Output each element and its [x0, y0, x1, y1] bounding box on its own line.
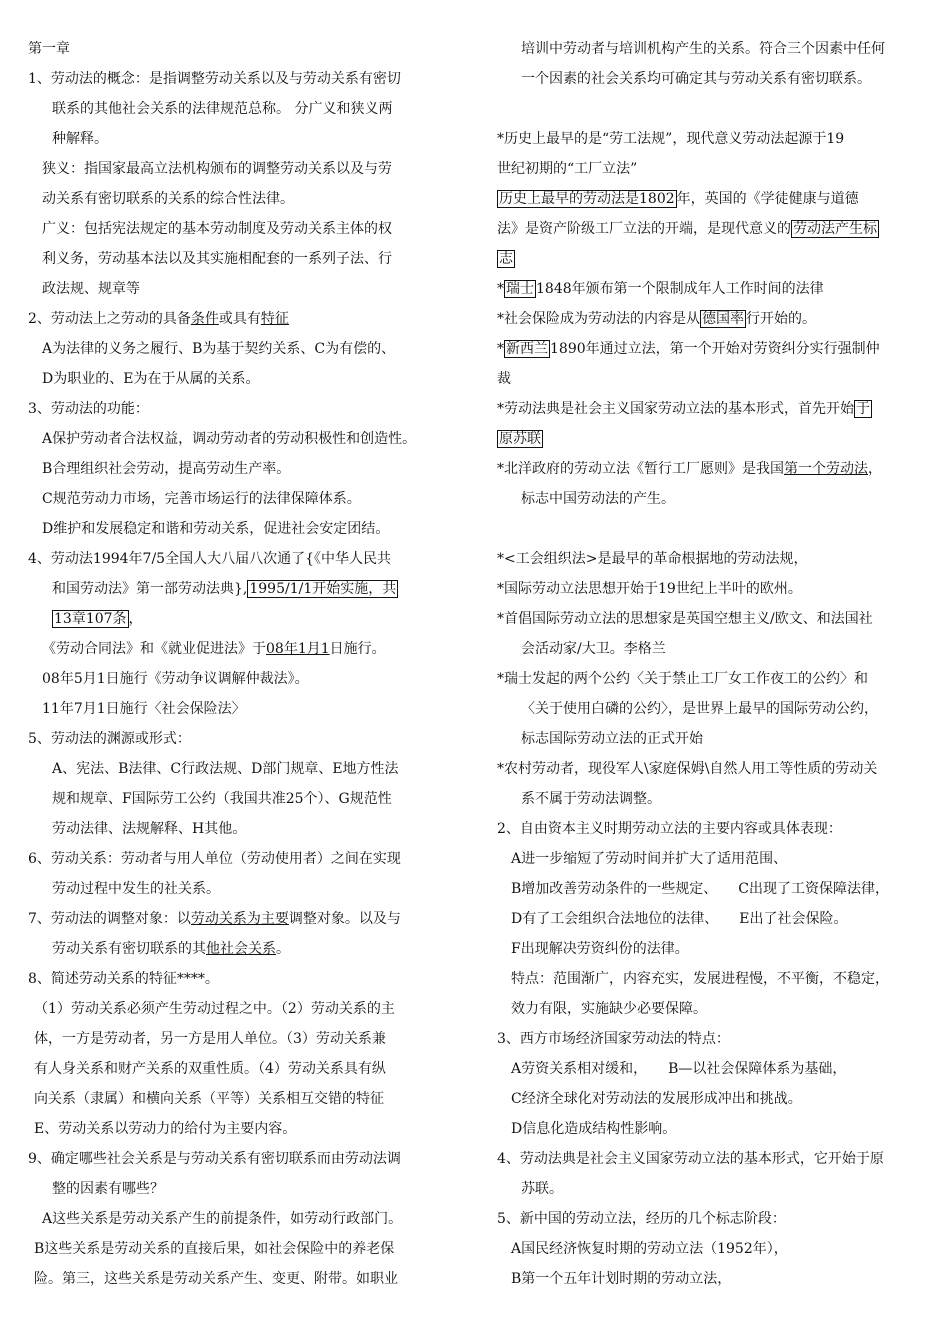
- q5-line-2: 规和规章、F国际劳工公约（我国共准25个）、G规范性: [52, 791, 392, 807]
- new-zealand-note-2: 裁: [497, 371, 511, 387]
- q5-line-3: 劳动法律、法规解释、H其他。: [52, 821, 247, 837]
- history-1: *历史上最早的是“劳工法规”，现代意义劳动法起源于19: [497, 131, 845, 147]
- s2-f: F出现解决劳资纠份的法律。: [511, 941, 689, 957]
- s5-title: 5、新中国的劳动立法，经历的几个标志阶段：: [497, 1211, 786, 1227]
- history-5: 志: [499, 251, 513, 267]
- q1-broad-1: 广义：包括宪法规定的基本劳动制度及劳动关系主体的权: [42, 221, 392, 237]
- q3-c: C规范劳动力市场，完善市场运行的法律保障体系。: [42, 491, 361, 507]
- q7-line-1: 7、劳动法的调整对象：以劳动关系为主要调整对象。以及与: [28, 911, 401, 927]
- q6-line-1: 6、劳动关系：劳动者与用人单位（劳动使用者）之间在实现: [28, 851, 401, 867]
- q2-answer-2: D为职业的、E为在于从属的关系。: [42, 371, 260, 387]
- s3-a: A劳资关系相对缓和， B—以社会保障体系为基础，: [511, 1061, 847, 1077]
- rural-note-1: *农村劳动者，现役军人\家庭保姆\自然人用工等性质的劳动关: [497, 761, 878, 777]
- q1-broad-2: 利义务，劳动基本法以及其实施相配套的一系列子法、行: [42, 251, 392, 267]
- convention-3: 标志国际劳动立法的正式开始: [521, 731, 703, 747]
- q4-line-1: 4、劳动法1994年7/5全国人大八届八次通了{《中华人民共: [28, 551, 391, 567]
- q8-line-5: E、劳动关系以劳动力的给付为主要内容。: [34, 1121, 297, 1137]
- s5-a: A国民经济恢复时期的劳动立法（1952年），: [511, 1241, 788, 1257]
- q3-a: A保护劳动者合法权益，调动劳动者的劳动积极性和创造性。: [42, 431, 417, 447]
- convention-2: 〈关于使用白磷的公约〉，是世界上最早的国际劳动公约，: [521, 701, 878, 717]
- q9-continued-1: 培训中劳动者与培训机构产生的关系。符合三个因素中任何: [521, 41, 885, 57]
- s2-b: B增加改善劳动条件的一些规定、 C出现了工资保障法律，: [511, 881, 889, 897]
- history-2: 世纪初期的“工厂立法”: [497, 161, 638, 177]
- q7-line-2: 劳动关系有密切联系的其他社会关系。: [52, 941, 290, 957]
- chapter-heading: 第一章: [28, 41, 70, 57]
- q3-d: D维护和发展稳定和谐和劳动关系，促进社会安定团结。: [42, 521, 390, 537]
- q4-line-6: 11年7月1日施行〈社会保险法〉: [42, 701, 246, 717]
- q8-title: 8、简述劳动关系的特征****。: [28, 971, 219, 987]
- new-zealand-note: * 新西兰 1890年通过立法，第一个开始对劳资纠分实行强制仲: [497, 341, 880, 357]
- international-note: *国际劳动立法思想开始于19世纪上半叶的欧州。: [497, 581, 802, 597]
- q3-b: B合理组织社会劳动，提高劳动生产率。: [42, 461, 291, 477]
- first-advocate-1: *首倡国际劳动立法的思想家是英国空想主义/欧文、和法国社: [497, 611, 873, 627]
- q4-line-2: 和国劳动法》第一部劳动法典}, 1995/1/1开始实施，共: [52, 581, 397, 597]
- spacer: [497, 94, 925, 124]
- q8-line-2: 体，一方是劳动者，另一方是用人单位。（3）劳动关系兼: [34, 1031, 386, 1047]
- q1-broad-3: 政法规、规章等: [42, 281, 140, 297]
- convention-1: *瑞士发起的两个公约〈关于禁止工厂女工作夜工的公约〉和: [497, 671, 868, 687]
- s3-d: D信息化造成结构性影响。: [511, 1121, 677, 1137]
- q1-line-3: 种解释。: [52, 131, 108, 147]
- history-4: 法》是资产阶级工厂立法的开端，是现代意义的 劳动法产生标: [497, 221, 877, 237]
- q8-line-1: （1）劳动关系必须产生劳动过程之中。（2）劳动关系的主: [34, 1001, 395, 1017]
- q9-line-2: 整的因素有哪些？: [52, 1181, 164, 1197]
- s4-line-2: 苏联。: [521, 1181, 563, 1197]
- right-column: [497, 34, 925, 1294]
- beiyang-note-2: 标志中国劳动法的产生。: [521, 491, 675, 507]
- q2-answer-1: A为法律的义务之履行、B为基于契约关系、C为有偿的、: [42, 341, 396, 357]
- q4-line-5: 08年5月1日施行《劳动争议调解仲裁法》。: [42, 671, 309, 687]
- q8-line-4: 向关系（隶属）和横向关系（平等）关系相互交错的特征: [34, 1091, 384, 1107]
- spacer: [497, 514, 925, 544]
- q1-narrow-2: 动关系有密切联系的关系的综合性法律。: [42, 191, 294, 207]
- history-3: 历史上最早的劳动法是1802 年，英国的《学徒健康与道德: [499, 191, 859, 207]
- first-advocate-2: 会活动家/大卫。李格兰: [521, 641, 666, 657]
- q5-title: 5、劳动法的渊源或形式：: [28, 731, 191, 747]
- left-column: [28, 34, 460, 1294]
- q9-line-5: 险。第三，这些关系是劳动关系产生、变更、附带。如职业: [34, 1271, 398, 1287]
- rural-note-2: 系不属于劳动法调整。: [521, 791, 661, 807]
- s5-b: B第一个五年计划时期的劳动立法，: [511, 1271, 732, 1287]
- q8-line-3: 有人身关系和财产关系的双重性质。（4）劳动关系具有纵: [34, 1061, 386, 1077]
- q1-narrow-1: 狭义：指国家最高立法机构颁布的调整劳动关系以及与劳: [42, 161, 392, 177]
- swiss-note: * 瑞士 1848年颁布第一个限制成年人工作时间的法律: [497, 281, 824, 297]
- s3-title: 3、西方市场经济国家劳动法的特点：: [497, 1031, 730, 1047]
- s2-title: 2、自由资本主义时期劳动立法的主要内容或具体表现：: [497, 821, 842, 837]
- germany-note: *社会保险成为劳动法的内容是从 德国率 行开始的。: [497, 311, 816, 327]
- q9-continued-2: 一个因素的社会关系均可确定其与劳动关系有密切联系。: [521, 71, 871, 87]
- soviet-note: *劳动法典是社会主义国家劳动立法的基本形式，首先开始 于: [497, 401, 870, 417]
- s2-traits-1: 特点：范围渐广，内容充实，发展进程慢，不平衡，不稳定，: [511, 971, 889, 987]
- q2-title: 2、劳动法上之劳动的具备条件或具有特征: [28, 311, 289, 327]
- q1-line-1: 1、劳动法的概念：是指调整劳动关系以及与劳动关系有密切: [28, 71, 401, 87]
- q6-line-2: 劳动过程中发生的社关系。: [52, 881, 220, 897]
- q1-line-2: 联系的其他社会关系的法律规范总称。 分广义和狭义两: [52, 101, 393, 117]
- s2-d: D有了工会组织合法地位的法律、 E出了社会保险。: [511, 911, 848, 927]
- q9-line-4: B这些关系是劳动关系的直接后果，如社会保险中的养老保: [34, 1241, 395, 1257]
- union-law-note: *<工会组织法>是最早的革命根据地的劳动法规，: [497, 551, 808, 567]
- q4-line-4: 《劳动合同法》和《就业促进法》于08年1月1日施行。: [42, 641, 386, 657]
- q9-line-1: 9、确定哪些社会关系是与劳动关系有密切联系而由劳动法调: [28, 1151, 401, 1167]
- q4-line-3: 13章107条 ，: [54, 611, 143, 627]
- s2-a: A进一步缩短了劳动时间并扩大了适用范围、: [511, 851, 788, 867]
- s2-traits-2: 效力有限，实施缺少必要保障。: [511, 1001, 707, 1017]
- q3-title: 3、劳动法的功能：: [28, 401, 149, 417]
- q9-line-3: A这些关系是劳动关系产生的前提条件，如劳动行政部门。: [42, 1211, 403, 1227]
- s3-c: C经济全球化对劳动法的发展形成冲出和挑战。: [511, 1091, 802, 1107]
- s4-line-1: 4、劳动法典是社会主义国家劳动立法的基本形式，它开始于原: [497, 1151, 884, 1167]
- q5-line-1: A、宪法、B法律、C行政法规、D部门规章、E地方性法: [52, 761, 399, 777]
- beiyang-note: *北洋政府的劳动立法《暂行工厂愿则》是我国第一个劳动法，: [497, 461, 882, 477]
- soviet-note-2: 原苏联: [499, 431, 541, 447]
